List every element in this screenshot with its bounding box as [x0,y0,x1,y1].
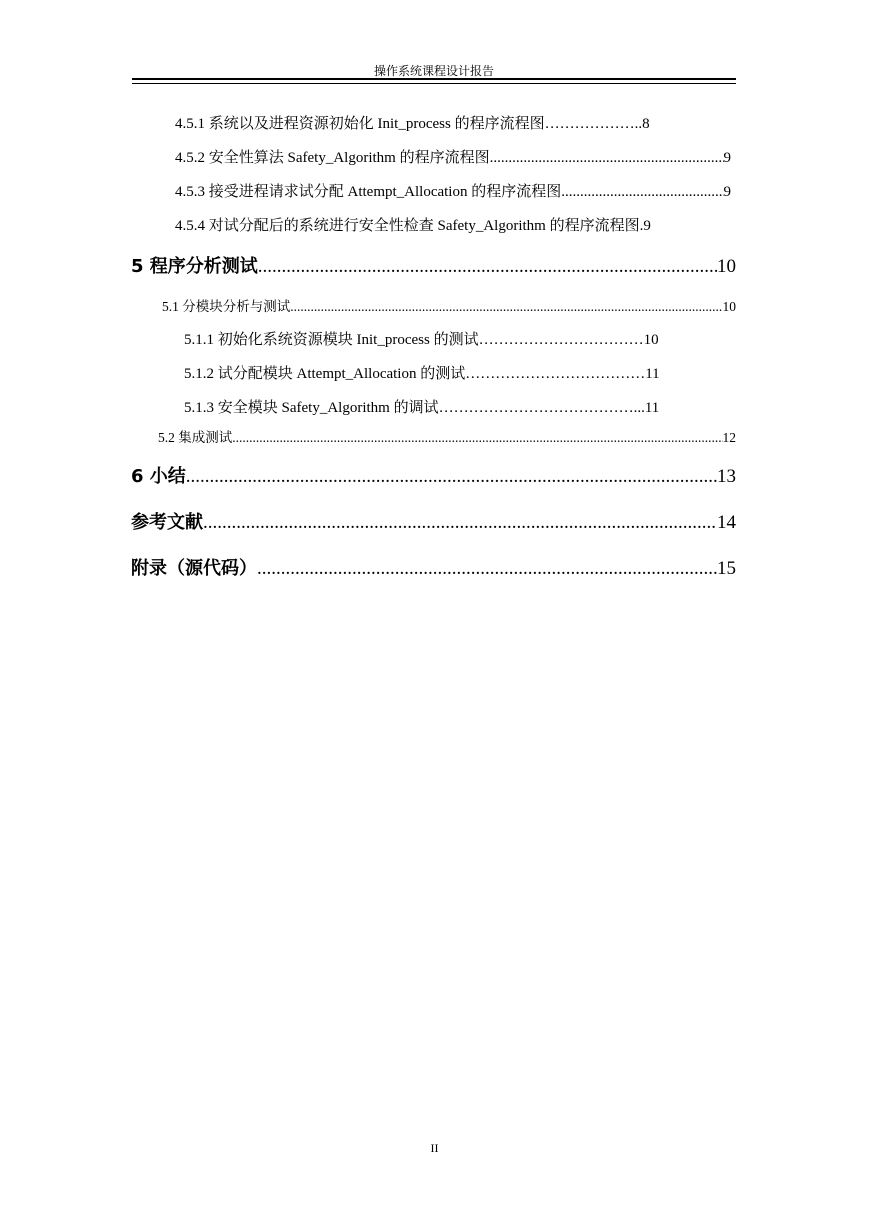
toc-entry-page: 9 [643,218,651,234]
toc-entry-page: 14 [717,512,736,533]
toc-entry-page: 11 [644,400,660,416]
header-rule-thin [132,83,736,84]
dot-leader [186,466,717,488]
dot-leader [561,184,723,201]
toc-entry-text: 5.1.1 初始化系统资源模块 Init_process 的测试…………………………… [184,332,644,348]
toc-entry-page: 11 [645,366,660,382]
toc-entry-5-2[interactable] [158,426,736,446]
toc-entry-page: 8 [642,116,650,132]
toc-entry-4-5-3[interactable] [175,180,731,202]
toc-entry-text: 5 程序分析测试 [131,256,258,277]
header-rule-thick [132,78,736,80]
running-header: 操作系统课程设计报告 [373,64,494,78]
toc-entry-page: 9 [723,184,731,200]
toc-entry-text: 4.5.1 系统以及进程资源初始化 Init_process 的程序流程图……………….. [175,116,643,132]
toc-entry-5-1-3[interactable] [184,396,736,418]
toc-entry-5[interactable] [131,252,736,280]
toc-entry-5-1-2[interactable] [184,362,736,384]
dot-leader [290,299,722,315]
page-number: II [430,1141,439,1155]
toc-entry-text: 5.2 集成测试 [158,430,233,445]
toc-entry-page: 10 [717,256,736,277]
toc-entry-text: 4.5.4 对试分配后的系统进行安全性检查 Safety_Algorithm 的程序流程图. [175,218,644,234]
toc-entry-4-5-2[interactable] [175,146,731,168]
dot-leader [490,150,724,167]
toc-entry-page: 9 [723,150,731,166]
toc-entry-text: 参考文献 [131,512,203,533]
dot-leader [257,558,717,580]
toc-entry-page: 15 [717,558,736,579]
toc-entry-references[interactable] [131,508,736,536]
toc-entry-5-1-1[interactable] [184,328,736,350]
dot-leader [232,430,722,446]
toc-entry-page: 10 [722,299,736,314]
toc-entry-text: 附录（源代码） [131,558,257,579]
dot-leader [203,512,717,534]
toc-entry-6[interactable] [131,462,736,490]
toc-entry-text: 4.5.3 接受进程请求试分配 Attempt_Allocation 的程序流程图 [175,184,562,200]
toc-entry-5-1[interactable] [162,295,736,315]
toc-entry-text: 5.1.3 安全模块 Safety_Algorithm 的调试…………………………………... [184,400,645,416]
toc-entry-4-5-4[interactable] [175,214,731,236]
toc-entry-page: 12 [722,430,736,445]
toc-entry-text: 5.1 分模块分析与测试 [162,299,291,314]
toc-entry-text: 6 小结 [131,466,186,487]
toc-entry-text: 5.1.2 试分配模块 Attempt_Allocation 的测试……………………………… [184,366,646,382]
dot-leader [258,256,717,278]
toc-entry-4-5-1[interactable] [175,112,731,134]
toc-entry-page: 10 [643,332,659,348]
toc-entry-page: 13 [717,466,736,487]
toc-entry-appendix[interactable] [131,554,736,582]
toc-entry-text: 4.5.2 安全性算法 Safety_Algorithm 的程序流程图 [175,150,490,166]
